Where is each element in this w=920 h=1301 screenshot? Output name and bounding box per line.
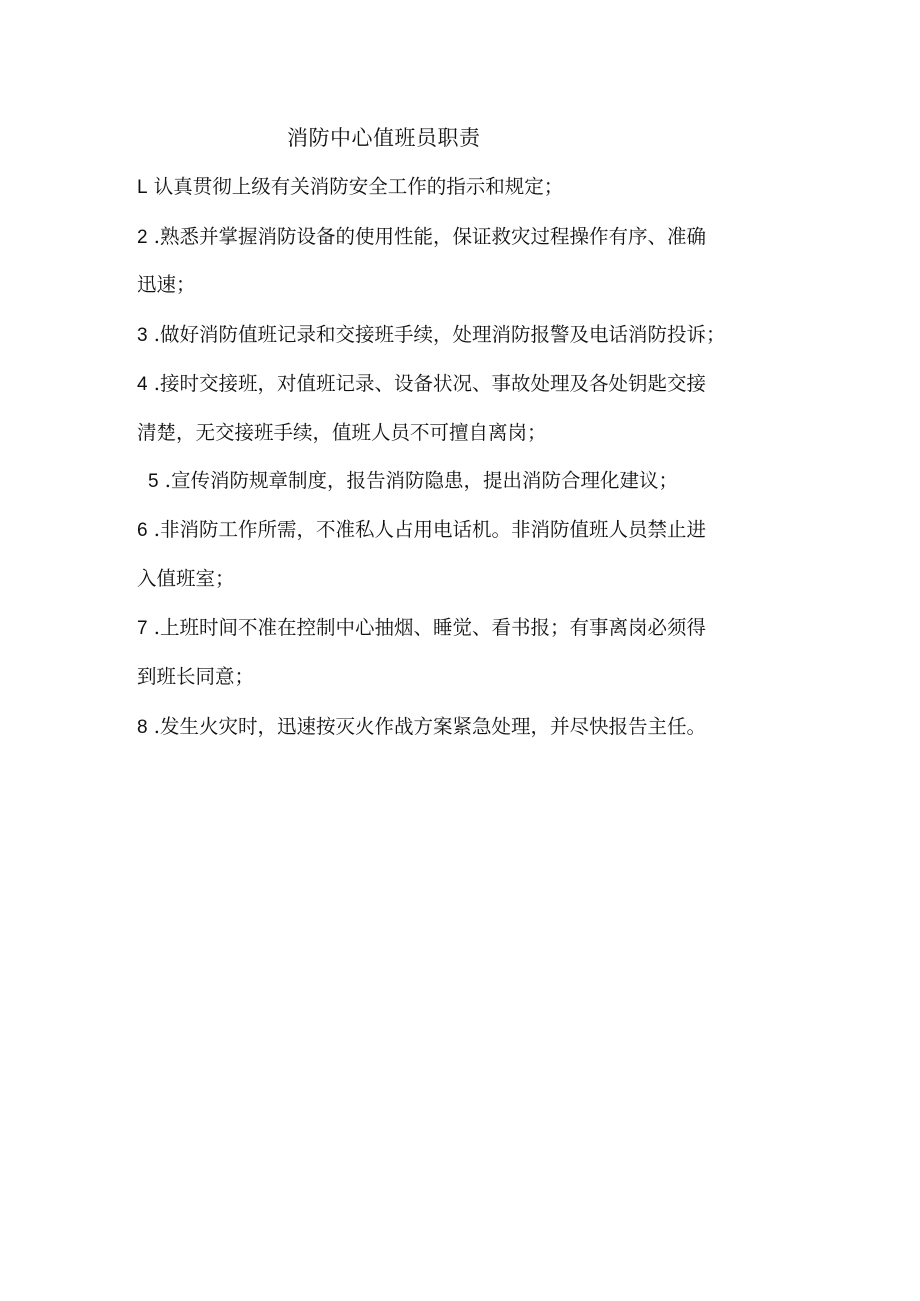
- item-text: .做好消防值班记录和交接班手续，处理消防报警及电话消防投诉；: [153, 323, 726, 346]
- item-number: 3: [137, 325, 148, 346]
- duty-item-1: [137, 177, 563, 197]
- item-text: .接时交接班，对值班记录、设备状况、事故处理及各处钥匙交接: [153, 372, 706, 395]
- item-number: 5: [148, 471, 159, 492]
- item-text: 认真贯彻上级有关消防安全工作的指示和规定；: [153, 175, 564, 198]
- duty-item-3: [137, 325, 725, 345]
- item-text: .熟悉并掌握消防设备的使用性能，保证救灾过程操作有序、准确: [153, 225, 706, 248]
- item-number: 4: [137, 374, 148, 395]
- duty-item-7: [137, 618, 706, 638]
- document-title: 消防中心值班员职责: [287, 126, 481, 150]
- item-number: L: [137, 177, 148, 198]
- item-number: 7: [137, 618, 148, 639]
- duty-item-6: [137, 520, 706, 540]
- duty-item-2-continuation: 迅速；: [137, 273, 196, 296]
- duty-item-4: [137, 374, 706, 394]
- item-text: .宣传消防规章制度，报告消防隐患，提出消防合理化建议；: [164, 469, 678, 492]
- duty-item-4-continuation: 清楚，无交接班手续，值班人员不可擅自离岗；: [137, 421, 547, 444]
- item-text: .上班时间不准在控制中心抽烟、睡觉、看书报；有事离岗必须得: [153, 616, 706, 639]
- duty-item-5: [148, 471, 678, 491]
- duty-item-6-continuation: 入值班室；: [137, 567, 235, 590]
- duty-item-8: [137, 717, 706, 737]
- item-number: 6: [137, 520, 148, 541]
- duty-item-7-continuation: 到班长同意；: [137, 665, 255, 688]
- item-text: .发生火灾时，迅速按灭火作战方案紧急处理，并尽快报告主任。: [153, 715, 706, 738]
- item-text: .非消防工作所需，不准私人占用电话机。非消防值班人员禁止进: [153, 518, 706, 541]
- item-number: 8: [137, 717, 148, 738]
- item-number: 2: [137, 227, 148, 248]
- duty-item-2: [137, 227, 706, 247]
